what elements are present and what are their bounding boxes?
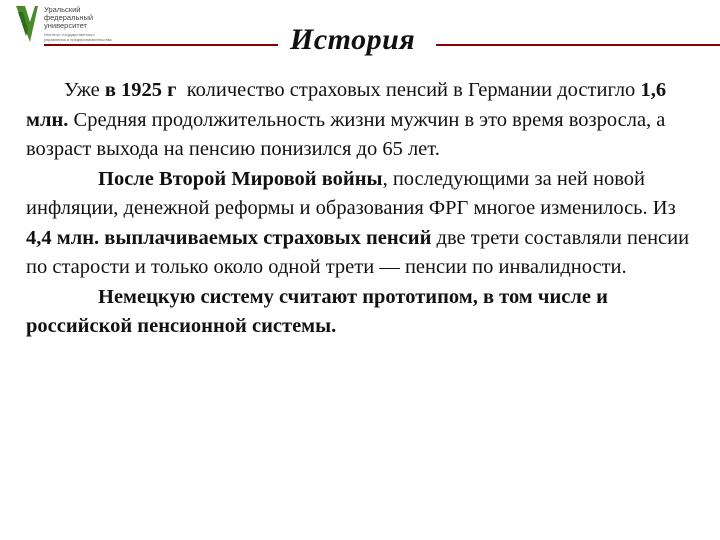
paragraph-2-bold-1: После Второй Мировой войны	[98, 167, 383, 190]
paragraph-3-bold-1: Немецкую систему считают прототипом, в том числе и российской пенсионной системы.	[26, 285, 608, 337]
paragraph-3	[26, 283, 702, 342]
paragraph-1	[26, 76, 702, 165]
paragraph-2-bold-2: 4,4 млн. выплачиваемых страховых пенсий	[26, 226, 432, 249]
paragraph-1-bold-1: в 1925 г	[104, 79, 177, 101]
paragraph-1-text-2: количество страховых пенсий в Германии достигло	[176, 79, 641, 101]
paragraph-2-text-2: две трети составляли пенсии по старости и только около одной трети — пенсии по инвалидности.	[26, 226, 690, 278]
university-logo-mark-icon	[16, 6, 38, 42]
title-rule-right	[436, 44, 720, 46]
paragraph-1-text-1: Уже	[64, 79, 105, 101]
university-name: Уральский федеральный университет	[44, 5, 94, 30]
paragraph-2-text-1: , последующими за ней новой инфляции, денежной реформы и образования ФРГ многое изменилось. Из	[26, 167, 676, 219]
paragraph-1-bold-2: 1,6 млн.	[26, 79, 667, 131]
institute-name: Институт государственного управления и предпринимательства	[44, 32, 112, 42]
paragraph-1-text-3: Средняя продолжительность жизни мужчин в это время возросла, а возраст выхода на пенсию понизился до 65 лет.	[26, 108, 666, 160]
body-text	[26, 76, 702, 342]
paragraph-2	[26, 165, 702, 283]
page-title: История	[290, 23, 416, 56]
title-rule-left	[44, 44, 278, 46]
university-logo	[16, 6, 166, 46]
